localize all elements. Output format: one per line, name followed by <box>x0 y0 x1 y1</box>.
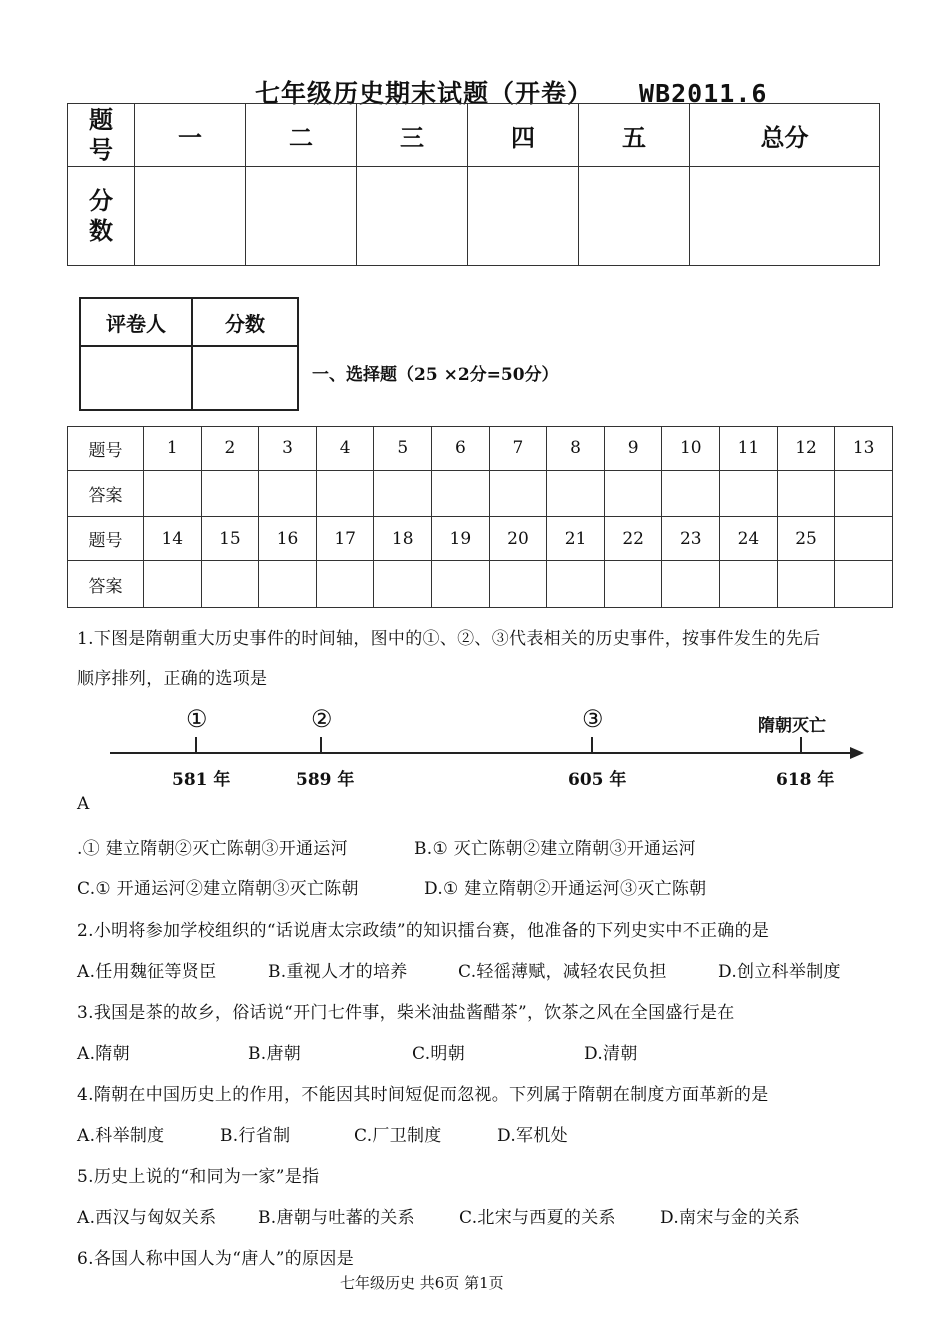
answer-cell[interactable] <box>144 470 202 517</box>
answer-cell[interactable] <box>604 561 662 608</box>
answer-label-q: 题号 <box>68 427 144 471</box>
label-char: 数 <box>89 216 113 245</box>
answer-number-row <box>68 517 893 561</box>
label-char: 题 <box>89 105 113 134</box>
answer-label-a: 答案 <box>68 561 144 608</box>
q-number: 5 <box>374 427 432 471</box>
q-number: 16 <box>259 517 317 561</box>
q-number: 9 <box>604 427 662 471</box>
q2-stem: 2.小明将参加学校组织的“话说唐太宗政绩”的知识擂台赛，他准备的下列史实中不正确的是 <box>77 921 770 941</box>
q4-option-a: A.科举制度 <box>77 1126 165 1146</box>
answer-cell[interactable] <box>144 561 202 608</box>
answer-cell[interactable] <box>777 470 835 517</box>
answer-cell[interactable] <box>374 561 432 608</box>
answer-cell[interactable] <box>720 470 778 517</box>
q-number: 6 <box>432 427 490 471</box>
q2-options <box>77 957 841 982</box>
label-char: 号 <box>89 135 113 164</box>
score-header-4: 四 <box>468 104 579 167</box>
q-number: 23 <box>662 517 720 561</box>
answer-cell[interactable] <box>547 470 605 517</box>
q-number: 15 <box>201 517 259 561</box>
q1-option-c: C.① 开通运河②建立隋朝③灭亡陈朝 <box>77 879 359 899</box>
q1-option-a: .① 建立隋朝②灭亡陈朝③开通运河 <box>77 839 348 859</box>
q5-stem: 5.历史上说的“和同为一家”是指 <box>77 1167 320 1187</box>
title-text: 七年级历史期末试题（开卷） <box>255 79 594 108</box>
answer-cell[interactable] <box>777 561 835 608</box>
section1-title: 一、选择题（25 ×2分=50分） <box>312 365 559 385</box>
score-table-row1-label <box>68 104 135 167</box>
q4-stem: 4.隋朝在中国历史上的作用，不能因其时间短促而忽视。下列属于隋朝在制度方面革新的是 <box>77 1085 769 1105</box>
answer-row <box>68 470 893 517</box>
q3-option-a: A.隋朝 <box>77 1044 130 1064</box>
q5-option-b: B.唐朝与吐蕃的关系 <box>258 1208 415 1228</box>
answer-cell[interactable] <box>662 561 720 608</box>
q1-timeline <box>108 705 868 795</box>
q-number: 14 <box>144 517 202 561</box>
q-number: 1 <box>144 427 202 471</box>
q-number: 3 <box>259 427 317 471</box>
score-cell[interactable] <box>135 167 246 266</box>
answer-cell[interactable] <box>720 561 778 608</box>
answer-cell[interactable] <box>201 561 259 608</box>
label-char: 分 <box>89 186 113 215</box>
timeline-year-2: 589 年 <box>296 770 355 790</box>
q5-option-a: A.西汉与匈奴关系 <box>77 1208 217 1228</box>
q-number: 7 <box>489 427 547 471</box>
q3-options <box>77 1039 638 1064</box>
q-number: 25 <box>777 517 835 561</box>
timeline-mark-2: ② <box>311 705 333 733</box>
timeline-mark-3: ③ <box>582 705 604 733</box>
q5-option-c: C.北宋与西夏的关系 <box>459 1208 616 1228</box>
q3-option-b: B.唐朝 <box>248 1044 302 1064</box>
q-number: 21 <box>547 517 605 561</box>
grader-cell[interactable] <box>80 346 192 410</box>
q4-option-d: D.军机处 <box>497 1126 568 1146</box>
score-header-2: 二 <box>246 104 357 167</box>
q2-option-c: C.轻徭薄赋，减轻农民负担 <box>458 962 667 982</box>
q1-stem-line1: 1.下图是隋朝重大历史事件的时间轴，图中的①、②、③代表相关的历史事件，按事件发生的先后 <box>77 629 821 649</box>
answer-number-row <box>68 427 893 471</box>
q1-option-a-letter: A <box>77 794 90 814</box>
answer-row <box>68 561 893 608</box>
score-cell[interactable] <box>579 167 690 266</box>
answer-cell[interactable] <box>374 470 432 517</box>
score-cell-total[interactable] <box>690 167 880 266</box>
answer-cell[interactable] <box>432 561 490 608</box>
answer-cell[interactable] <box>489 470 547 517</box>
page-footer: 七年级历史 共6页 第1页 <box>340 1274 504 1292</box>
q-number: 17 <box>316 517 374 561</box>
q4-option-b: B.行省制 <box>220 1126 291 1146</box>
q6-stem: 6.各国人称中国人为“唐人”的原因是 <box>77 1249 355 1269</box>
q2-option-b: B.重视人才的培养 <box>268 962 408 982</box>
q5-option-d: D.南宋与金的关系 <box>660 1208 801 1228</box>
score-cell[interactable] <box>357 167 468 266</box>
score-header-1: 一 <box>135 104 246 167</box>
title-code: WB2011.6 <box>639 79 768 108</box>
q-number: 19 <box>432 517 490 561</box>
grader-label: 评卷人 <box>80 298 192 346</box>
q1-option-b: B.① 灭亡陈朝②建立隋朝③开通运河 <box>414 839 696 859</box>
q1-stem-line2: 顺序排列，正确的选项是 <box>77 669 268 689</box>
answer-cell[interactable] <box>489 561 547 608</box>
answer-cell[interactable] <box>604 470 662 517</box>
q2-option-a: A.任用魏征等贤臣 <box>77 962 217 982</box>
answer-cell[interactable] <box>316 470 374 517</box>
score-table <box>67 103 880 266</box>
timeline-year-4: 618 年 <box>776 770 835 790</box>
answer-cell[interactable] <box>835 470 893 517</box>
answer-label-a: 答案 <box>68 470 144 517</box>
q-number: 8 <box>547 427 605 471</box>
score-cell[interactable] <box>468 167 579 266</box>
score-cell[interactable] <box>246 167 357 266</box>
q3-option-d: D.清朝 <box>584 1044 638 1064</box>
q5-options <box>77 1203 800 1228</box>
score-header-3: 三 <box>357 104 468 167</box>
answer-cell[interactable] <box>201 470 259 517</box>
answer-cell[interactable] <box>432 470 490 517</box>
q-number: 12 <box>777 427 835 471</box>
timeline-mark-1: ① <box>186 705 208 733</box>
q4-options <box>77 1121 568 1146</box>
q-number: 13 <box>835 427 893 471</box>
q-number: 10 <box>662 427 720 471</box>
timeline-year-3: 605 年 <box>568 770 627 790</box>
q3-stem: 3.我国是茶的故乡，俗话说“开门七件事，柴米油盐酱醋茶”，饮茶之风在全国盛行是在 <box>77 1003 735 1023</box>
timeline-mark-end: 隋朝灭亡 <box>758 716 826 736</box>
grader-score-label: 分数 <box>192 298 298 346</box>
answer-cell[interactable] <box>835 561 893 608</box>
grader-score-cell[interactable] <box>192 346 298 410</box>
answer-table <box>67 426 893 608</box>
q1-options-ab <box>77 834 696 859</box>
answer-cell[interactable] <box>259 470 317 517</box>
q4-option-c: C.厂卫制度 <box>354 1126 442 1146</box>
timeline-year-1: 581 年 <box>172 770 231 790</box>
score-header-5: 五 <box>579 104 690 167</box>
score-header-total: 总分 <box>690 104 880 167</box>
grader-box <box>79 297 299 411</box>
q1-options-cd <box>77 874 706 899</box>
answer-cell[interactable] <box>547 561 605 608</box>
answer-cell[interactable] <box>259 561 317 608</box>
q-number: 22 <box>604 517 662 561</box>
q-number: 4 <box>316 427 374 471</box>
q-number: 18 <box>374 517 432 561</box>
q2-option-d: D.创立科举制度 <box>718 962 841 982</box>
q-number-empty <box>835 517 893 561</box>
q-number: 24 <box>720 517 778 561</box>
q-number: 2 <box>201 427 259 471</box>
score-table-row2-label <box>68 167 135 266</box>
answer-cell[interactable] <box>316 561 374 608</box>
q3-option-c: C.明朝 <box>412 1044 466 1064</box>
q1-option-d: D.① 建立隋朝②开通运河③灭亡陈朝 <box>424 879 707 899</box>
answer-cell[interactable] <box>662 470 720 517</box>
q-number: 11 <box>720 427 778 471</box>
answer-label-q: 题号 <box>68 517 144 561</box>
q-number: 20 <box>489 517 547 561</box>
